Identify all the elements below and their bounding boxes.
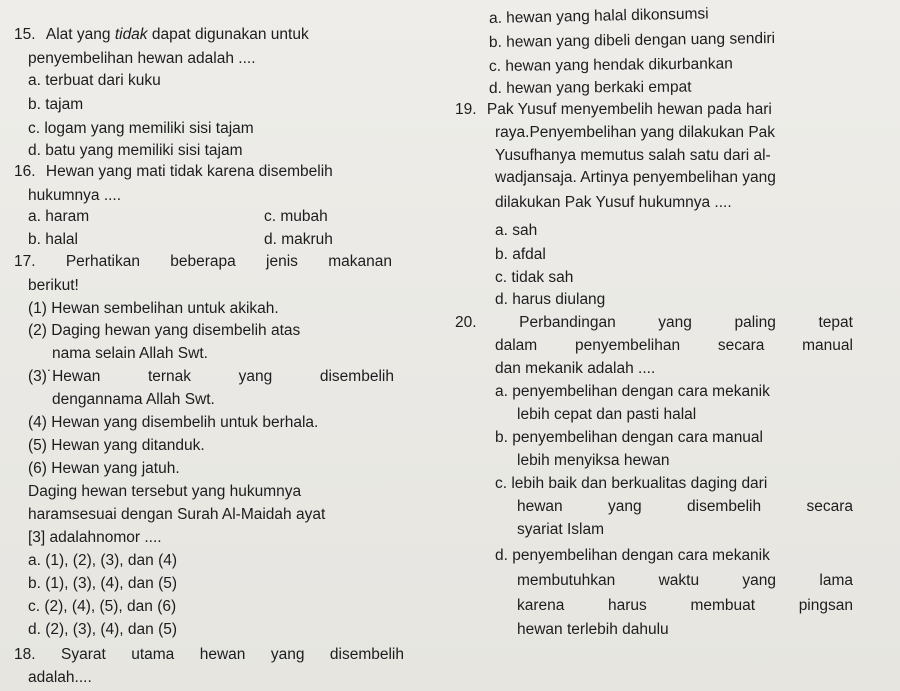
q20-stem-word: penyembelihan <box>574 337 681 354</box>
q20-option-c-word: yang <box>608 498 642 515</box>
q17-number: 17. <box>14 253 36 270</box>
q16-number: 16. <box>14 163 36 180</box>
q16-option-d: d. makruh <box>264 231 333 248</box>
q20-stem-line-3: dan mekanik adalah .... <box>495 360 656 377</box>
q18-stem-word: hewan <box>199 646 246 663</box>
q18-stem-line-2: adalah.... <box>28 669 92 686</box>
q15-option-b: b. tajam <box>28 96 84 113</box>
q19-stem-line-5: dilakukan Pak Yusuf hukumnya .... <box>495 194 732 211</box>
q16-option-a: a. haram <box>28 208 90 225</box>
q17-item-3-line-2: dengannama Allah Swt. <box>52 391 215 408</box>
q15-stem-part-a: Alat yang <box>45 26 115 43</box>
q20-stem-word: manual <box>802 337 853 354</box>
q18-stem-word: Syarat <box>60 646 106 663</box>
q17-item-3-word: disembelih <box>319 368 394 385</box>
q18-number: 18. <box>14 646 36 663</box>
q19-stem-line-3: Yusufhanya memutus salah satu dari al- <box>495 147 771 164</box>
q20-option-d-line-3 <box>517 596 853 617</box>
q18-stem-word: utama <box>131 646 175 663</box>
q18-option-d: d. hewan yang berkaki empat <box>488 78 692 97</box>
q17-option-d: d. (2), (3), (4), dan (5) <box>28 621 178 638</box>
q20-number: 20. <box>455 314 477 331</box>
q20-option-d-word: membutuhkan <box>517 572 616 589</box>
q20-option-c-line-1: c. lebih baik dan berkualitas daging dari <box>495 475 768 492</box>
q17-stem-word: beberapa <box>170 253 236 270</box>
q17-item-2-line-2: nama selain Allah Swt. <box>52 345 208 362</box>
q20-option-d-word: lama <box>819 572 853 589</box>
q15-stem-line-2: penyembelihan hewan adalah .... <box>28 50 256 67</box>
q19-option-a: a. sah <box>495 222 538 239</box>
q19-number: 19. <box>455 101 477 118</box>
q18-stem-word: disembelih <box>329 646 404 663</box>
q20-option-c-word: secara <box>806 498 853 515</box>
q16-option-c: c. mubah <box>264 208 328 225</box>
q17-after-line-2: haramsesuai dengan Surah Al-Maidah ayat <box>28 506 326 523</box>
q20-option-a-line-1: a. penyembelihan dengan cara mekanik <box>495 383 770 400</box>
q15-stem-part-c: dapat digunakan untuk <box>147 26 309 43</box>
q17-item-3-line-1 <box>28 367 394 388</box>
q15-option-c: c. logam yang memiliki sisi tajam <box>28 120 254 137</box>
q20-option-a-line-2: lebih cepat dan pasti halal <box>517 406 697 423</box>
q20-option-c-word: disembelih <box>687 498 762 515</box>
q20-option-c-line-2 <box>517 497 853 518</box>
q20-option-d-word: waktu <box>658 572 700 589</box>
q15-stem-emphasis: tidak <box>114 26 148 43</box>
q20-option-b-line-2: lebih menyiksa hewan <box>517 452 670 469</box>
q20-stem-word: dalam <box>495 337 538 354</box>
q16-option-b: b. halal <box>28 231 78 248</box>
q19-stem-text: Pak Yusuf menyembelih hewan pada hari <box>486 101 772 118</box>
q17-item-3-word: yang <box>238 368 273 385</box>
q17-stem-line-2: berikut! <box>28 277 79 294</box>
q20-option-d-line-4: hewan terlebih dahulu <box>517 621 669 638</box>
q18-option-a: a. hewan yang halal dikonsumsi <box>488 5 709 27</box>
q15-number: 15. <box>14 26 36 43</box>
q18-option-b: b. hewan yang dibeli dengan uang sendiri <box>488 30 776 51</box>
q17-stem-word: makanan <box>328 253 392 270</box>
q19-option-b: b. afdal <box>495 246 546 263</box>
q20-option-d-word: yang <box>742 572 777 589</box>
q17-item-5: (5) Hewan yang ditanduk. <box>28 437 205 454</box>
q20-stem-line-1 <box>455 313 853 334</box>
q17-item-3-word: (3)˙Hewan <box>28 368 101 385</box>
q19-stem-line-2: raya.Penyembelihan yang dilakukan Pak <box>495 124 776 141</box>
q17-stem-word: Perhatikan <box>65 253 140 270</box>
q17-item-2-line-1: (2) Daging hewan yang disembelih atas <box>28 322 301 339</box>
q19-option-c: c. tidak sah <box>495 269 574 286</box>
q17-after-line-3: [3] adalahnomor .... <box>28 529 162 546</box>
q17-item-6: (6) Hewan yang jatuh. <box>28 460 180 477</box>
q19-stem-line-1 <box>455 100 772 121</box>
q17-option-a: a. (1), (2), (3), dan (4) <box>28 552 178 569</box>
q17-item-3-word: ternak <box>147 368 192 385</box>
q20-stem-word: paling <box>734 314 776 331</box>
q20-option-c-word: hewan <box>517 498 563 515</box>
q20-stem-word: Perbandingan <box>519 314 616 331</box>
q17-stem-line-1 <box>14 252 392 273</box>
q20-option-d-word: membuat <box>690 597 756 614</box>
q18-stem-word: yang <box>270 646 305 663</box>
q20-option-d-line-2 <box>517 571 853 592</box>
q18-option-c: c. hewan yang hendak dikurbankan <box>488 55 733 75</box>
q17-option-b: b. (1), (3), (4), dan (5) <box>28 575 178 592</box>
q20-stem-word: secara <box>717 337 765 354</box>
q16-stem-line-1 <box>14 162 333 183</box>
q20-option-d-word: karena <box>517 597 565 614</box>
q20-option-d-line-1: d. penyembelihan dengan cara mekanik <box>495 547 770 564</box>
q20-stem-line-2 <box>495 336 853 357</box>
q20-option-c-line-3: syariat Islam <box>517 521 604 538</box>
q19-option-d: d. harus diulang <box>495 291 606 308</box>
q20-stem-word: tepat <box>818 314 853 331</box>
q20-option-b-line-1: b. penyembelihan dengan cara manual <box>495 429 763 446</box>
q18-stem-line-1 <box>14 645 404 666</box>
q15-option-a: a. terbuat dari kuku <box>28 72 161 89</box>
q17-item-1: (1) Hewan sembelihan untuk akikah. <box>28 300 279 317</box>
q20-option-d-word: pingsan <box>798 597 853 614</box>
q15-option-d: d. batu yang memiliki sisi tajam <box>28 142 243 159</box>
q15-stem-line-1 <box>14 25 309 46</box>
q16-stem-line-2: hukumnya .... <box>28 187 122 204</box>
q17-item-4: (4) Hewan yang disembelih untuk berhala. <box>28 414 319 431</box>
q20-option-d-word: harus <box>608 597 647 614</box>
q17-option-c: c. (2), (4), (5), dan (6) <box>28 598 177 615</box>
q17-after-line-1: Daging hewan tersebut yang hukumnya <box>28 483 302 500</box>
q20-stem-word: yang <box>658 314 692 331</box>
q19-stem-line-4: wadjansaja. Artinya penyembelihan yang <box>495 169 776 186</box>
q16-stem-text: Hewan yang mati tidak karena disembelih <box>45 163 333 180</box>
q17-stem-word: jenis <box>266 253 298 270</box>
